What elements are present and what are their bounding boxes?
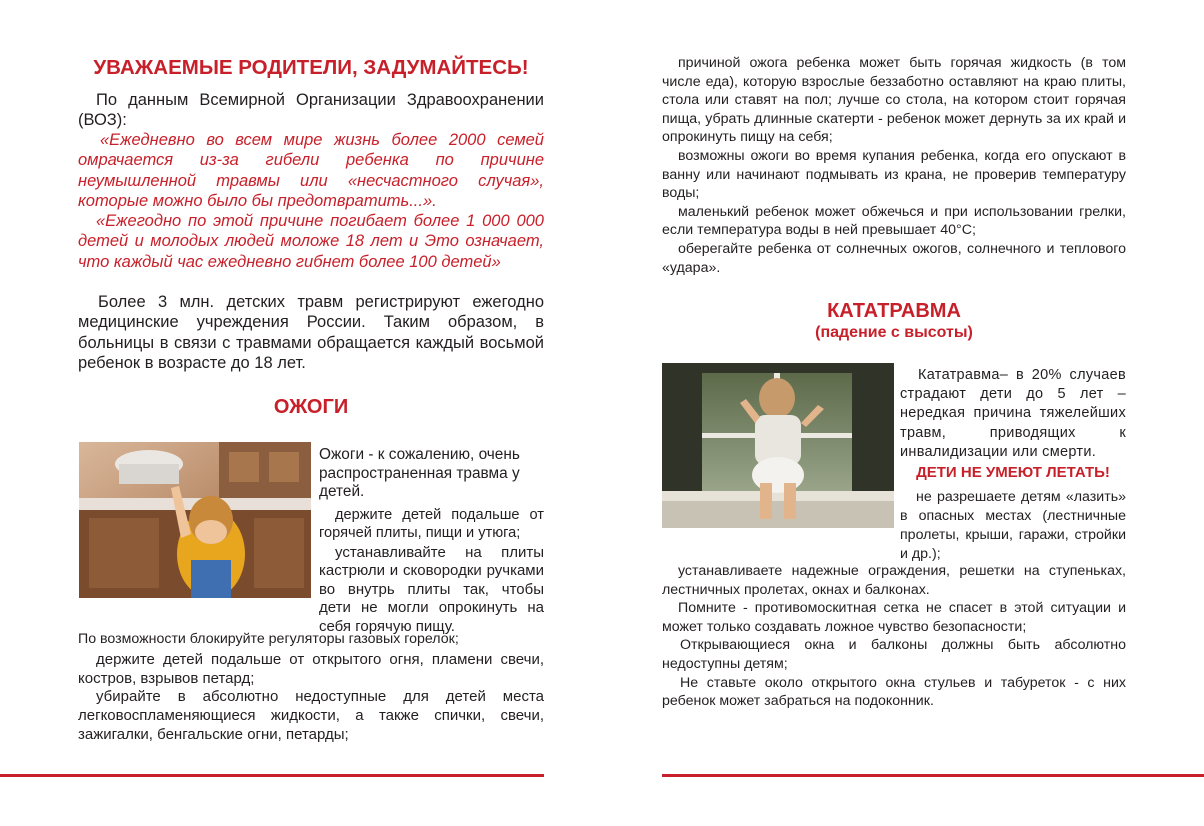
falls-slogan: ДЕТИ НЕ УМЕЮТ ЛЕТАТЬ! [916, 464, 1110, 481]
burns-text-beside-photo [319, 446, 544, 637]
falls-tips-continued [662, 562, 1126, 711]
left-bottom-rule [0, 774, 544, 777]
burns-tip-sun: оберегайте ребенка от солнечных ожогов, солнечного и теплового «удара». [662, 240, 1126, 276]
window-photo [662, 363, 894, 528]
main-heading: УВАЖАЕМЫЕ РОДИТЕЛИ, ЗАДУМАЙТЕСЬ! [93, 56, 529, 79]
falls-tip-climbing: не разрешаете детям «лазить» в опасных местах (лестничные пролеты, крыши, гаражи, стройки и др.); [900, 489, 1126, 562]
burns-tip-flammables: убирайте в абсолютно недоступные для детей места легковоспламеняющиеся жидкости, а также спички, свечи, зажигалки, бенгальские огни, петарды; [78, 688, 544, 743]
burns-tip-stove: держите детей подальше от горячей плиты, пищи и утюга; [319, 506, 544, 542]
quote-yearly: «Ежегодно по этой причине погибает более 1 000 000 детей и молодых людей моложе 18 лет и Это означает, что каждый час ежедневно гибнет более 100 детей» [78, 212, 544, 271]
burns-heading: ОЖОГИ [273, 396, 349, 418]
intro-text: По данным Всемирной Организации Здравоохранении (ВОЗ): [78, 91, 544, 129]
falls-heading: КАТАТРАВМА [827, 300, 961, 322]
right-bottom-rule [662, 774, 1204, 777]
kitchen-photo [79, 442, 311, 598]
stats-paragraph: Более 3 млн. детских травм регистрируют ежегодно медицинские учреждения России. Таким образом, в больницы в связи с травмами обращается каждый восьмой ребенок в возрасте до 18 лет. [78, 293, 544, 373]
right-burns-continued [662, 54, 1126, 277]
falls-tip-chairs: Не ставьте около открытого окна стульев и табуреток - с них ребенок может забраться на подоконник. [662, 674, 1126, 710]
falls-tip-mosquito-net: Помните - противомоскитная сетка не спасет в этой ситуации и может только создавать ложное чувство безопасности; [662, 600, 1126, 635]
burns-tip-pans: устанавливайте на плиты кастрюли и сковородки ручками во внутрь плиты так, чтобы дети не могли опрокинуть на себя горячую пищу. [319, 543, 544, 635]
burns-intro: Ожоги - к сожалению, очень распространенная травма у детей. [319, 446, 520, 501]
falls-tip-windows: Открывающиеся окна и балконы должны быть абсолютно недоступны детям; [662, 637, 1126, 672]
falls-subheading: (падение с высоты) [815, 324, 973, 341]
burns-tip-bathing: возможны ожоги во время купания ребенка, когда его опускают в ванну или начинают подмывать из крана, не проверив температуру воды; [662, 147, 1126, 202]
burns-tip-gas: По возможности блокируйте регуляторы газовых горелок; [78, 631, 459, 647]
falls-intro: Кататравма– в 20% случаев страдают дети до 5 лет – нередкая причина тяжелейших травм, приводящих к инвалидизации или смерти. [900, 367, 1126, 460]
falls-tip-railings: устанавливаете надежные ограждения, решетки на ступеньках, лестничных пролетах, окнах и балконах. [662, 563, 1126, 598]
quote-daily: «Ежедневно во всем мире жизнь более 2000 семей омрачается из-за гибели ребенка по причине неумышленной травмы или «несчастного случая», которые можно было бы предотвратить...». [78, 131, 544, 210]
burns-tip-hot-liquid: причиной ожога ребенка может быть горячая жидкость (в том числе еда), которую взрослые беззаботно оставляют на краю плиты, стола или ставят на пол; лучше со стола, на котором стоит горячая пища, убрать длинные скатерти - ребенок может дернуть за их край и опрокинуть пищу на себя; [662, 55, 1126, 146]
burns-tip-heating-pad: маленький ребенок может обжечься и при использовании грелки, если температура воды в ней превышает 40°С; [662, 203, 1126, 239]
burns-tip-fire: держите детей подальше от открытого огня, пламени свечи, костров, взрывов петард; [78, 651, 544, 687]
